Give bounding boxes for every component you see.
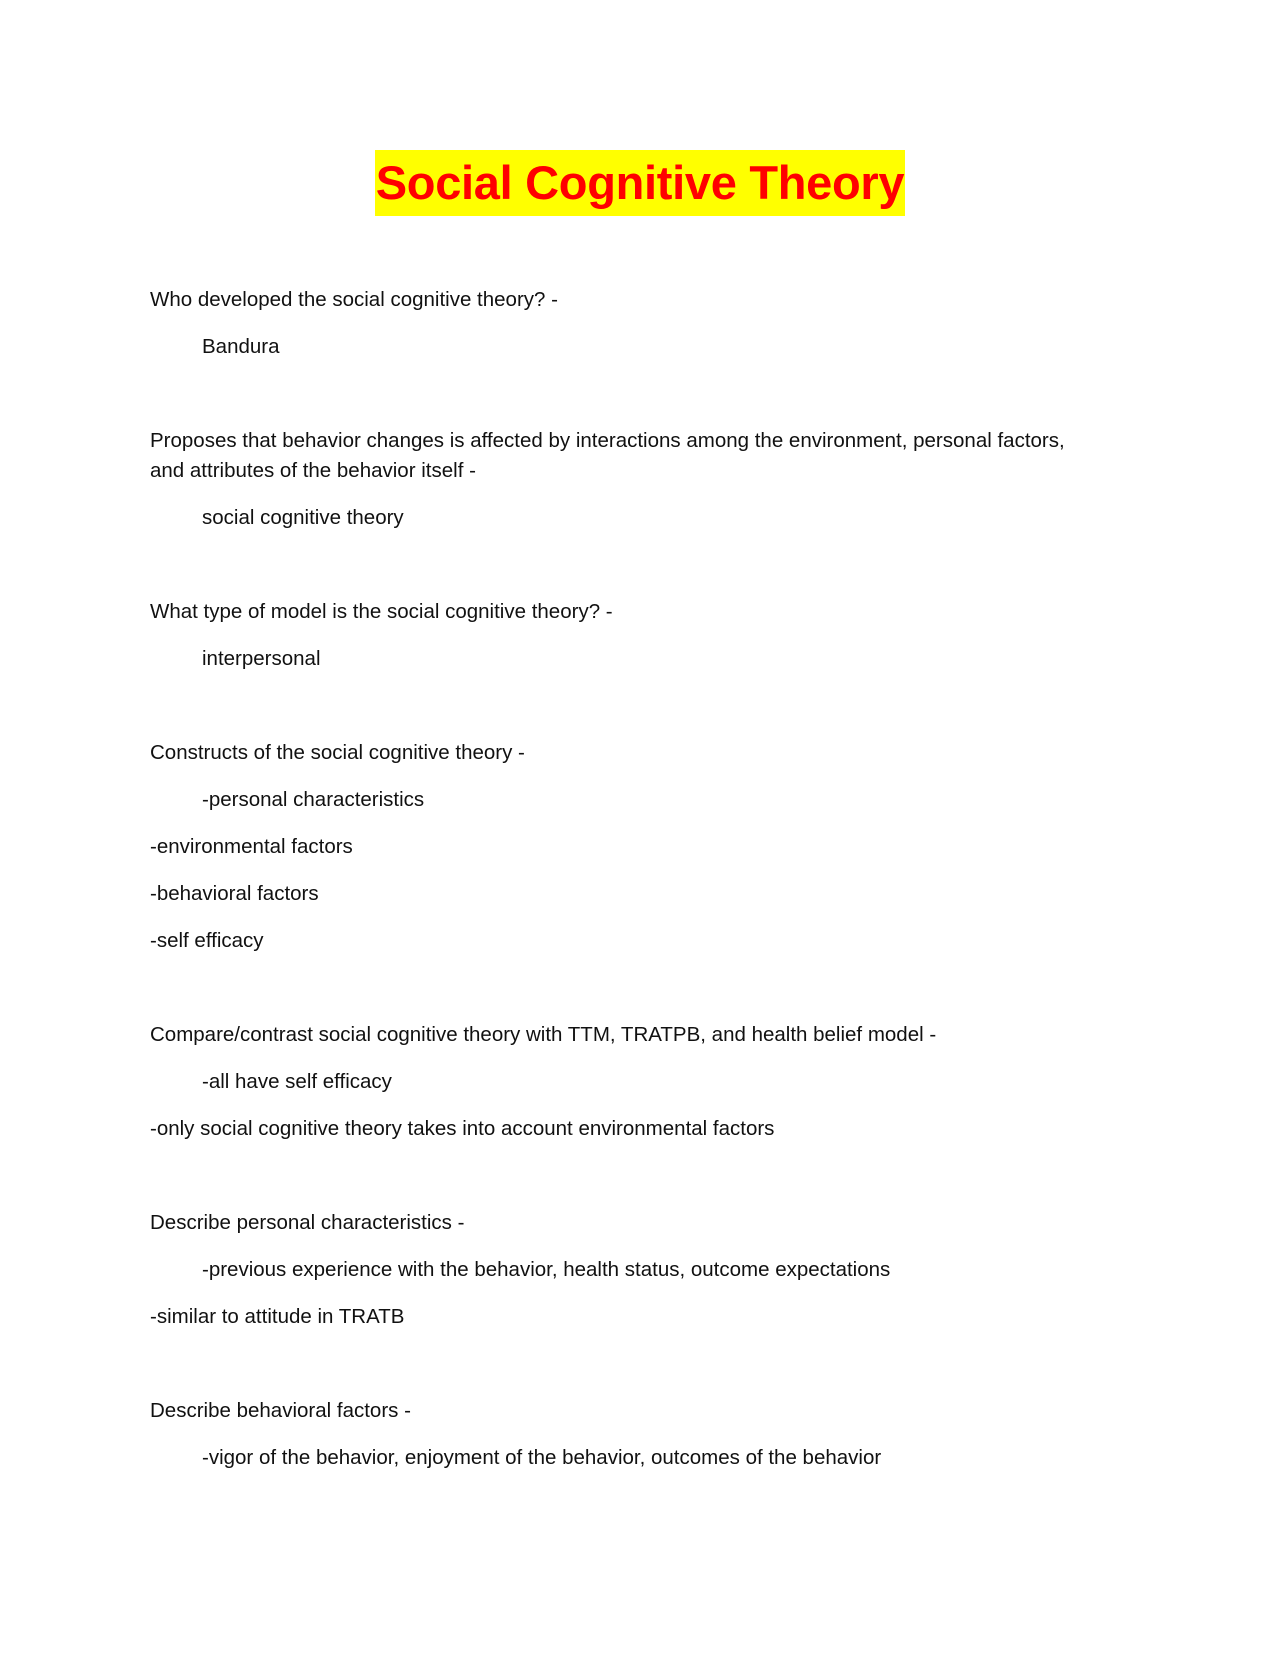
answer-constructs-3: -behavioral factors	[150, 882, 319, 905]
answer-personal-characteristics-2: -similar to attitude in TRATB	[150, 1305, 405, 1328]
answer-personal-characteristics-1: -previous experience with the behavior, health status, outcome expectations	[202, 1258, 891, 1281]
answer-compare-2: -only social cognitive theory takes into account environmental factors	[150, 1117, 775, 1140]
answer-constructs-4: -self efficacy	[150, 929, 264, 952]
document-title: Social Cognitive Theory	[375, 150, 905, 216]
question-model-type: What type of model is the social cognitive theory? -	[150, 600, 613, 623]
answer-developer: Bandura	[202, 335, 280, 358]
answer-constructs-1: -personal characteristics	[202, 788, 425, 811]
question-compare: Compare/contrast social cognitive theory with TTM, TRATPB, and health belief model -	[150, 1023, 937, 1046]
question-personal-characteristics: Describe personal characteristics -	[150, 1211, 465, 1234]
answer-constructs-2: -environmental factors	[150, 835, 353, 858]
question-developer: Who developed the social cognitive theory? -	[150, 288, 558, 311]
question-proposes-line-2: and attributes of the behavior itself -	[150, 459, 476, 482]
question-constructs: Constructs of the social cognitive theory -	[150, 741, 525, 764]
answer-model-type: interpersonal	[202, 647, 321, 670]
answer-proposes: social cognitive theory	[202, 506, 404, 529]
answer-compare-1: -all have self efficacy	[202, 1070, 392, 1093]
question-behavioral-factors: Describe behavioral factors -	[150, 1399, 411, 1422]
question-proposes-line-1: Proposes that behavior changes is affected by interactions among the environment, personal factors,	[150, 429, 1065, 452]
answer-behavioral-factors: -vigor of the behavior, enjoyment of the behavior, outcomes of the behavior	[202, 1446, 882, 1469]
title-container	[0, 150, 1280, 216]
